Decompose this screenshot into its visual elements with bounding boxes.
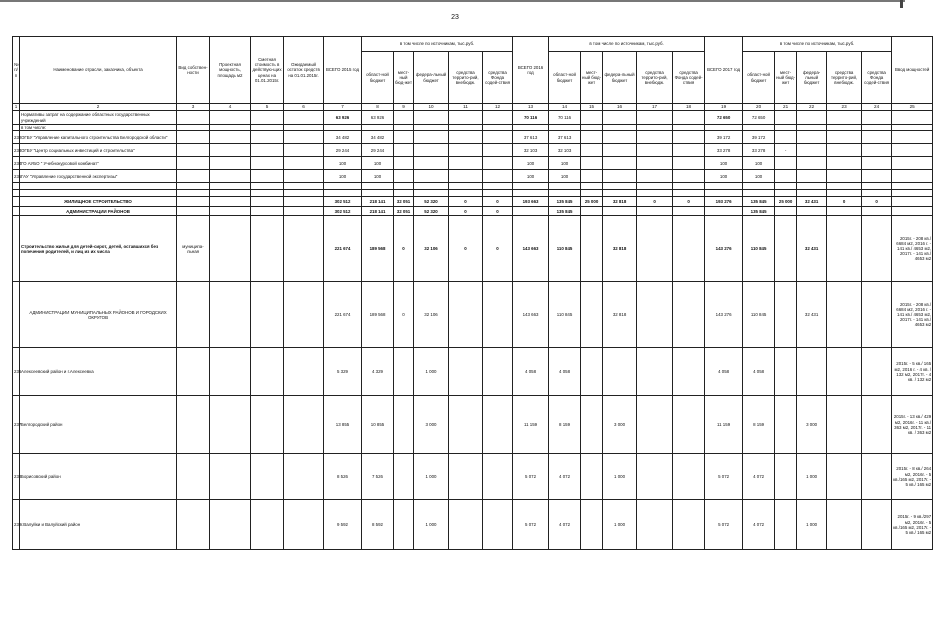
cell-value: 100 [743,157,775,170]
row-name: ОГБУ "Управление капитального строительства Белгородской области" [20,131,177,144]
row-name: ГАУ "Управление государственной экспертизы" [20,170,177,183]
row-number: 238 [13,454,20,500]
table-row [13,207,933,216]
table-row [13,500,933,550]
cell-value: 189 568 [362,216,394,282]
hdr-fed-2016: федера-льный бюджет [603,52,637,104]
cell-value: 3 000 [603,396,637,454]
scan-edge [0,0,905,2]
cell-value: 25 000 [581,197,603,207]
cell-value: 34 482 [362,131,394,144]
cell-value: 4 329 [362,348,394,396]
col-num: 9 [394,104,414,111]
table-row [13,183,933,190]
row-number: 234 [13,157,20,170]
cell-value: 32 818 [603,216,637,282]
cell-value: 135 845 [743,207,775,216]
cell-value: 0 [394,282,414,348]
hdr-sources-2016: в том числе по источникам, тыс.руб. [549,37,705,52]
cell-value: 0 [449,216,483,282]
table-row [13,190,933,197]
cell-value: 143 663 [513,216,549,282]
cell-value: 39 172 [705,131,743,144]
cell-value: 0 [673,197,705,207]
col-num: 4 [210,104,251,111]
cell-value: 193 276 [705,197,743,207]
hdr-terr-2016: средства террито-рий, внебюдж. [637,52,673,104]
hdr-fond-2016: средства Фонда содей-ствия [673,52,705,104]
cell-value: 4 072 [549,454,581,500]
cell-value: 221 674 [324,216,362,282]
cell-value: 193 663 [513,197,549,207]
cell-value: 0 [827,197,862,207]
cell-value: 143 663 [513,282,549,348]
cell-value: 302 512 [324,197,362,207]
cell-value: 135 845 [549,207,581,216]
cell-value: 1 000 [797,500,827,550]
cell-value: 10 855 [362,396,394,454]
col-num: 11 [449,104,483,111]
cell-value: 9 592 [324,500,362,550]
col-num: 21 [775,104,797,111]
cell-vvod: 2015г. - 5 кв./ 165 м2, 2016 г. - 4 кв. / 132 м2, 2017г. - 4 кв. / 132 м2 [892,348,933,396]
hdr-capacity: Проектная мощность, площадь м2 [210,37,251,104]
hdr-estimate: Сметная стоимость в действую-щих ценах на 01.01.2015г. [251,37,284,104]
cell-value: 4 072 [743,454,775,500]
cell-value: 1 000 [797,454,827,500]
cell-value: 32 818 [603,282,637,348]
cell-value: 1 000 [603,500,637,550]
cell-value: 110 845 [743,282,775,348]
cell-value: 218 141 [362,197,394,207]
cell-value: 100 [743,170,775,183]
cell-value: 100 [513,170,549,183]
cell-value: 0 [483,207,513,216]
col-num: 13 [513,104,549,111]
cell-value: 110 845 [549,216,581,282]
hdr-mest-2017: мест-ный бюд-жет [775,52,797,104]
cell-value: 4 058 [743,348,775,396]
col-num: 6 [284,104,324,111]
cell-value: 5 329 [324,348,362,396]
col-num: 18 [673,104,705,111]
cell-value: 100 [324,170,362,183]
row-number: 232 [13,131,20,144]
row-number: 233 [13,144,20,157]
cell-value: 8 159 [743,396,775,454]
cell-value: 4 072 [549,500,581,550]
cell-value: 33 278 [743,144,775,157]
col-num: 16 [603,104,637,111]
col-num: 2 [20,104,177,111]
cell-value: 32 431 [797,282,827,348]
scan-mark [900,0,903,8]
cell-value: 0 [449,197,483,207]
cell-value: 32 431 [797,216,827,282]
col-num: 19 [705,104,743,111]
cell-value: 32 431 [797,197,827,207]
row-name: ГО АУБО " Учебнокурсовой комбинат" [20,157,177,170]
cell-value: 7 526 [362,454,394,500]
row-name: Алексеевский район и г.Алексеевка [20,348,177,396]
hdr-terr-2015: средства террито-рий, внебюдж. [449,52,483,104]
cell-value: 1 000 [603,454,637,500]
cell-value: 3 000 [797,396,827,454]
cell-value: 5 072 [705,454,743,500]
cell-value: 0 [637,197,673,207]
cell-value: 32 818 [603,197,637,207]
cell-value: 32 106 [414,216,449,282]
col-num: 12 [483,104,513,111]
cell-value: 39 172 [743,131,775,144]
cell-value: 34 482 [324,131,362,144]
col-num: 1 [13,104,20,111]
row-name: Белгородский район [20,396,177,454]
hdr-fond-2017: средства Фонда содей-ствия [862,52,892,104]
cell-value: 13 855 [324,396,362,454]
cell-value: 70 116 [513,111,549,125]
row-name: Строительство жилья для детей-сирот, детей, оставшихся без попечения родителей, и лиц из их числа [20,216,177,282]
budget-table [12,36,933,550]
table-row [13,131,933,144]
hdr-sources-2017: в том числе по источникам, тыс.руб. [743,37,892,52]
table-row [13,157,933,170]
col-num: 8 [362,104,394,111]
hdr-vvod: Ввод мощностей [892,37,933,104]
row-name: ОГБУ "Центр социальных инвестиций и строительства" [20,144,177,157]
hdr-total-2016: ВСЕГО 2016 год [513,37,549,104]
cell-value: 218 141 [362,207,394,216]
cell-value: 0 [483,216,513,282]
cell-vvod: 2015г. - 9 кв./297 м2, 2016г. - 5 кв./165 м2, 2017г. - 5 кв./ 165 м2 [892,500,933,550]
row-name: Нормативы затрат на содержание областных государственных учреждений [20,111,177,125]
cell-value: 5 072 [705,500,743,550]
col-num: 5 [251,104,284,111]
hdr-obl-2017: област-ной бюджет [743,52,775,104]
cell-value: 221 674 [324,282,362,348]
cell-value: 0 [449,207,483,216]
table-row [13,454,933,500]
cell-value: 0 [862,197,892,207]
cell-value: 72 650 [743,111,775,125]
row-name: АДМИНИСТРАЦИИ РАЙОНОВ [20,207,177,216]
col-num: 17 [637,104,673,111]
hdr-name: Наименование отрасли, заказчика, объекта [20,37,177,104]
cell-value: 100 [705,170,743,183]
cell-value: 32 103 [513,144,549,157]
row-name: АДМИНИСТРАЦИИ МУНИЦИПАЛЬНЫХ РАЙОНОВ И ГОРОДСКИХ ОКРУГОВ [20,282,177,348]
cell-value: 63 926 [362,111,394,125]
cell-value: 143 276 [705,282,743,348]
cell-value: 1 000 [414,348,449,396]
page-number: 23 [451,14,459,21]
hdr-obl-2016: област-ной бюджет [549,52,581,104]
cell-vvod: 2015г. - 208 кв./ 6684 м2, 2016 г. - 141 кв./ 4653 м2, 2017г. - 141 кв./ 4653 м2 [892,282,933,348]
cell-value: 63 926 [324,111,362,125]
hdr-terr-2017: средства террито-рий, внебюдж. [827,52,862,104]
cell-value: 1 000 [414,454,449,500]
hdr-mest-2016: мест-ный бюд-жет [581,52,603,104]
hdr-fed-2017: федера-льный бюджет [797,52,827,104]
cell-value: 100 [324,157,362,170]
cell-value: 4 058 [705,348,743,396]
table-row [13,216,933,282]
row-name: Борисовский район [20,454,177,500]
cell-value: 52 320 [414,207,449,216]
cell-value: 100 [362,170,394,183]
col-num: 15 [581,104,603,111]
cell-value: 32 103 [549,144,581,157]
row-number: 239 [13,500,20,550]
cell-value: 302 512 [324,207,362,216]
table-row [13,170,933,183]
col-num: 3 [177,104,210,111]
hdr-mest-2015: мест-ный бюд-жет [394,52,414,104]
cell-value: 29 244 [324,144,362,157]
hdr-fed-2015: федера-льный бюджет [414,52,449,104]
row-name: в том числе: [20,125,177,131]
row-number: 237 [13,396,20,454]
column-number-row [13,104,933,111]
hdr-sources-2015: в том числе по источникам, тыс.руб. [362,37,513,52]
header-row-1 [13,37,933,52]
cell-value: 5 072 [513,454,549,500]
cell-value: 25 000 [775,197,797,207]
cell-value: 0 [483,197,513,207]
hdr-vid: Вид собствен-ности [177,37,210,104]
table-row [13,111,933,125]
cell-ownership: муниципа-льная [177,216,210,282]
col-num: 22 [797,104,827,111]
cell-value: 11 159 [705,396,743,454]
col-num: 20 [743,104,775,111]
cell-value: 3 000 [414,396,449,454]
col-num: 25 [892,104,933,111]
col-num: 24 [862,104,892,111]
cell-value: 100 [513,157,549,170]
cell-value: 0 [394,216,414,282]
cell-value: 37 613 [513,131,549,144]
cell-value: 72 650 [705,111,743,125]
cell-value: 100 [549,157,581,170]
cell-value: 70 116 [549,111,581,125]
table-row [13,348,933,396]
cell-value: 100 [549,170,581,183]
cell-value: 143 276 [705,216,743,282]
cell-value: 4 058 [513,348,549,396]
cell-value: 135 845 [743,197,775,207]
cell-vvod: 2015г. - 13 кв./ 429 м2, 2016г. - 11 кв./ 363 м2, 2017г. - 11 кв. / 363 м2 [892,396,933,454]
cell-value: 4 058 [549,348,581,396]
hdr-obl-2015: област-ной бюджет [362,52,394,104]
cell-vvod: 2015г. - 208 кв./ 6684 м2, 2016 г. - 141 кв./ 4653 м2, 2017г. - 141 кв./ 4653 м2 [892,216,933,282]
cell-value: 5 072 [513,500,549,550]
cell-value: 8 159 [549,396,581,454]
col-num: 14 [549,104,581,111]
cell-value: 32 051 [394,207,414,216]
hdr-total-2015: ВСЕГО 2015 год [324,37,362,104]
hdr-remainder: Ожидаемый остаток средств на 01.01.2015г. [284,37,324,104]
cell-value: 32 106 [414,282,449,348]
cell-value: 110 845 [549,282,581,348]
cell-value: 29 244 [362,144,394,157]
cell-value: 33 278 [705,144,743,157]
cell-value: 52 320 [414,197,449,207]
hdr-total-2017: ВСЕГО 2017 год [705,37,743,104]
col-num: 7 [324,104,362,111]
cell-value: 32 051 [394,197,414,207]
table-row [13,197,933,207]
cell-value: - [775,144,797,157]
cell-value: 37 613 [549,131,581,144]
cell-value: 8 526 [324,454,362,500]
row-number: 235 [13,170,20,183]
col-num: 10 [414,104,449,111]
cell-value: 189 568 [362,282,394,348]
cell-value: 4 072 [743,500,775,550]
table-row [13,282,933,348]
cell-value: 100 [362,157,394,170]
cell-value: 1 000 [414,500,449,550]
hdr-fond-2015: средства Фонда содей-ствия [483,52,513,104]
cell-value: 8 592 [362,500,394,550]
cell-vvod: 2015г. - 8 кв./ 264 м2, 2016г. - 5 кв./165 м2, 2017г. - 5 кв./ 165 м2 [892,454,933,500]
cell-value: 100 [705,157,743,170]
row-name: г.Валуйки и Валуйский район [20,500,177,550]
cell-value: 110 845 [743,216,775,282]
table-row [13,144,933,157]
col-num: 23 [827,104,862,111]
row-number: 236 [13,348,20,396]
row-name: ЖИЛИЩНОЕ СТРОИТЕЛЬСТВО [20,197,177,207]
cell-value: 135 845 [549,197,581,207]
table-row [13,396,933,454]
hdr-num: № п/п [13,37,20,104]
cell-value: 11 159 [513,396,549,454]
